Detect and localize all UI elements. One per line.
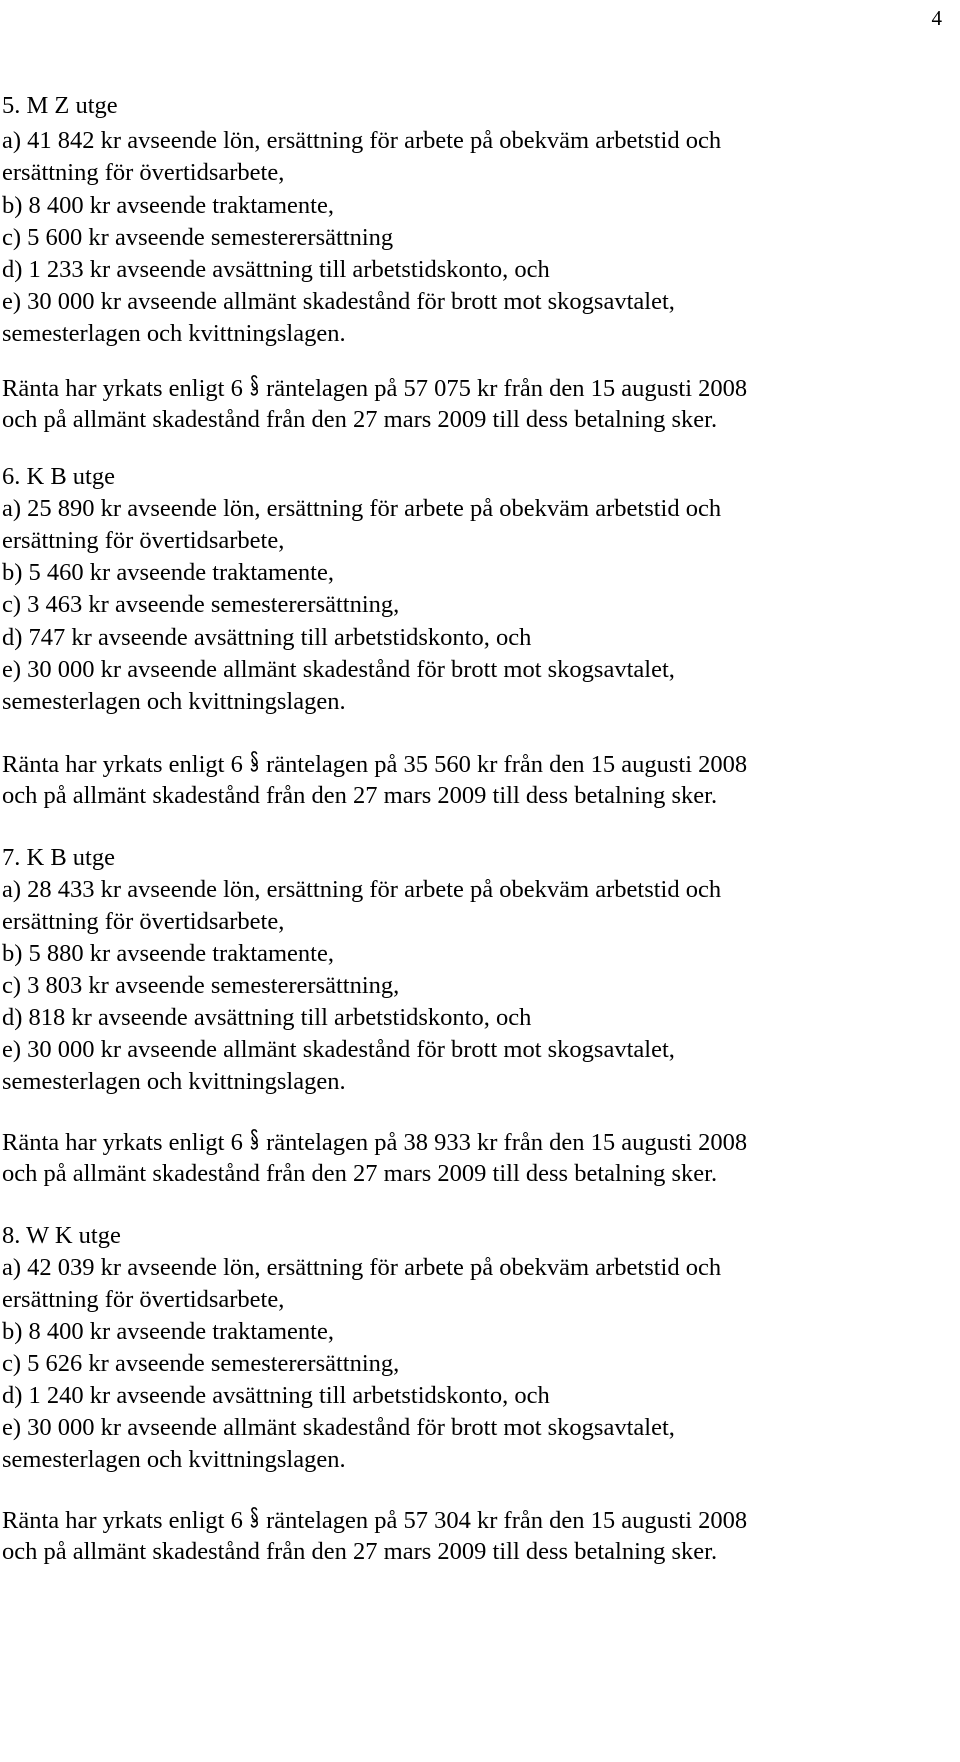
interest-line-2: och på allmänt skadestånd från den 27 mars 2009 till dess betalning sker. xyxy=(2,782,718,809)
interest-paragraph xyxy=(2,1506,747,1539)
claim-line: e) 30 000 kr avseende allmänt skadestånd för brott mot skogsavtalet, xyxy=(2,288,675,315)
claim-line: e) 30 000 kr avseende allmänt skadestånd för brott mot skogsavtalet, xyxy=(2,656,675,683)
section-heading: 5. M Z utge xyxy=(2,92,118,119)
claim-line: b) 8 400 kr avseende traktamente, xyxy=(2,1318,334,1345)
section-symbol-icon xyxy=(250,750,259,783)
claim-line: ersättning för övertidsarbete, xyxy=(2,1286,285,1313)
claim-line: a) 42 039 kr avseende lön, ersättning för arbete på obekväm arbetstid och xyxy=(2,1254,722,1281)
interest-line-2: och på allmänt skadestånd från den 27 mars 2009 till dess betalning sker. xyxy=(2,406,718,433)
claim-line: d) 1 233 kr avseende avsättning till arbetstidskonto, och xyxy=(2,256,550,283)
claim-line: c) 3 803 kr avseende semesterersättning, xyxy=(2,972,400,999)
claim-line: d) 1 240 kr avseende avsättning till arbetstidskonto, och xyxy=(2,1382,550,1409)
claim-line: c) 5 600 kr avseende semesterersättning xyxy=(2,224,394,251)
claim-line: ersättning för övertidsarbete, xyxy=(2,159,285,186)
interest-text-end: räntelagen på 38 933 kr från den 15 augusti 2008 xyxy=(266,1129,748,1156)
interest-text-start: Ränta har yrkats enligt 6 xyxy=(2,375,243,402)
claim-line: d) 818 kr avseende avsättning till arbetstidskonto, och xyxy=(2,1004,532,1031)
claim-line: semesterlagen och kvittningslagen. xyxy=(2,1068,346,1095)
claim-line: b) 5 880 kr avseende traktamente, xyxy=(2,940,334,967)
interest-paragraph xyxy=(2,374,747,407)
claim-line: b) 8 400 kr avseende traktamente, xyxy=(2,192,334,219)
interest-text-start: Ränta har yrkats enligt 6 xyxy=(2,751,243,778)
claim-line: ersättning för övertidsarbete, xyxy=(2,527,285,554)
interest-text-start: Ränta har yrkats enligt 6 xyxy=(2,1129,243,1156)
interest-text-end: räntelagen på 35 560 kr från den 15 augusti 2008 xyxy=(266,751,748,778)
claim-line: a) 41 842 kr avseende lön, ersättning för arbete på obekväm arbetstid och xyxy=(2,127,722,154)
interest-paragraph xyxy=(2,750,747,783)
claim-line: b) 5 460 kr avseende traktamente, xyxy=(2,559,334,586)
claim-line: e) 30 000 kr avseende allmänt skadestånd för brott mot skogsavtalet, xyxy=(2,1036,675,1063)
section-symbol-icon xyxy=(250,1506,259,1539)
interest-line-2: och på allmänt skadestånd från den 27 mars 2009 till dess betalning sker. xyxy=(2,1538,718,1565)
page-number: 4 xyxy=(931,6,942,30)
interest-line-2: och på allmänt skadestånd från den 27 mars 2009 till dess betalning sker. xyxy=(2,1160,718,1187)
claim-line: a) 28 433 kr avseende lön, ersättning för arbete på obekväm arbetstid och xyxy=(2,876,722,903)
claim-line: a) 25 890 kr avseende lön, ersättning för arbete på obekväm arbetstid och xyxy=(2,495,722,522)
claim-line: d) 747 kr avseende avsättning till arbetstidskonto, och xyxy=(2,624,532,651)
section-symbol-icon xyxy=(250,374,259,407)
section-heading: 7. K B utge xyxy=(2,844,115,871)
claim-line: c) 5 626 kr avseende semesterersättning, xyxy=(2,1350,400,1377)
claim-line: semesterlagen och kvittningslagen. xyxy=(2,1446,346,1473)
claim-line: semesterlagen och kvittningslagen. xyxy=(2,320,346,347)
section-symbol-icon xyxy=(250,1128,259,1161)
claim-line: semesterlagen och kvittningslagen. xyxy=(2,688,346,715)
interest-text-end: räntelagen på 57 304 kr från den 15 augusti 2008 xyxy=(266,1507,748,1534)
interest-text-start: Ränta har yrkats enligt 6 xyxy=(2,1507,243,1534)
claim-line: c) 3 463 kr avseende semesterersättning, xyxy=(2,591,400,618)
claim-line: ersättning för övertidsarbete, xyxy=(2,908,285,935)
section-heading: 8. W K utge xyxy=(2,1222,121,1249)
interest-text-end: räntelagen på 57 075 kr från den 15 augusti 2008 xyxy=(266,375,748,402)
interest-paragraph xyxy=(2,1128,747,1161)
section-heading: 6. K B utge xyxy=(2,463,115,490)
claim-line: e) 30 000 kr avseende allmänt skadestånd för brott mot skogsavtalet, xyxy=(2,1414,675,1441)
